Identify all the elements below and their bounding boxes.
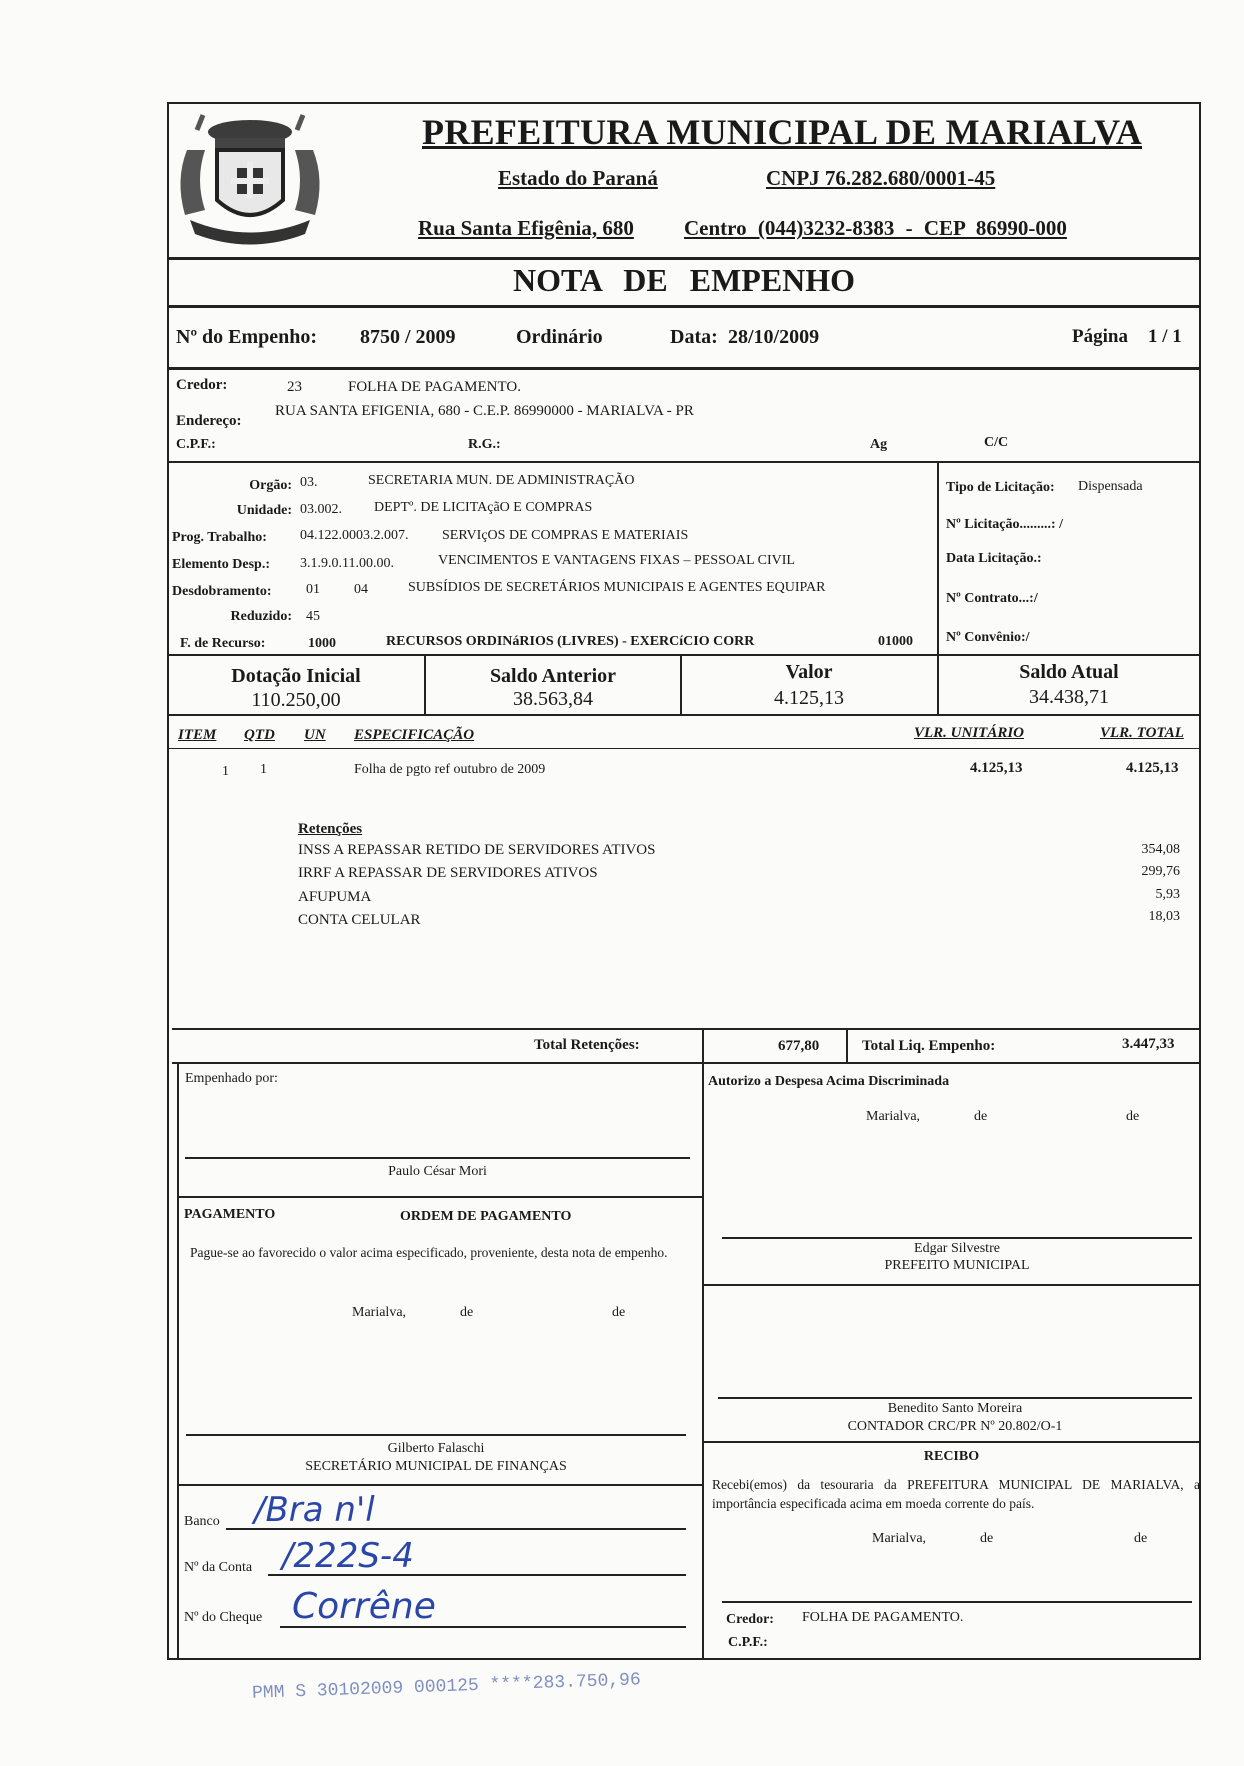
left-column-border [177, 1064, 179, 1660]
saldos-top-divider [167, 654, 1201, 656]
prefeito-name: Edgar Silvestre [914, 1241, 1000, 1256]
signature-center-vertical [702, 1064, 704, 1660]
page-label: Página [1072, 326, 1128, 347]
retencao-desc: CONTA CELULAR [298, 912, 421, 928]
credor-label: Credor: [176, 377, 228, 393]
saldo-atual-label: Saldo Atual [1019, 661, 1119, 683]
un-column-header: UN [304, 727, 326, 743]
cheque-label: Nº do Cheque [184, 1610, 263, 1625]
empenho-number-label: Nº do Empenho: [176, 326, 318, 348]
credor-address: RUA SANTA EFIGENIA, 680 - C.E.P. 86990000 - MARIALVA - PR [275, 403, 694, 419]
contador-name: Benedito Santo Moreira [887, 1401, 1023, 1416]
banco-label: Banco [184, 1514, 220, 1529]
total-liquido-value: 3.447,33 [1122, 1036, 1175, 1052]
machine-stamp: PMM S 30102009 000125 ****283.750,96 [251, 1670, 642, 1704]
empenhado-signature-line [185, 1157, 690, 1159]
rg-label: R.G.: [468, 437, 501, 452]
autorizo-city: Marialva, [866, 1109, 921, 1124]
recurso-name: RECURSOS ORDINáRIOS (LIVRES) - EXERCíCIO CORR [386, 634, 755, 649]
street-address: Rua Santa Efigênia, 680 [418, 216, 634, 240]
desdobramento-label: Desdobramento: [172, 584, 272, 599]
empenhado-por-label: Empenhado por: [185, 1071, 278, 1086]
empenho-number: 8750 / 2009 [360, 326, 456, 348]
pague-text: Pague-se ao favorecido o valor acima especificado, proveniente, desta nota de empenho. [190, 1245, 668, 1260]
empenhado-name: Paulo César Mori [388, 1164, 487, 1179]
ordem-pagamento-label: ORDEM DE PAGAMENTO [400, 1209, 572, 1224]
total-retencoes-label: Total Retenções: [534, 1037, 640, 1053]
retencao-value: 299,76 [1141, 864, 1180, 879]
desdobramento-code1: 01 [306, 582, 320, 597]
info-divider [167, 367, 1201, 370]
unidade-name: DEPTº. DE LICITAçãO E COMPRAS [374, 500, 593, 515]
especificacao-column-header: ESPECIFICAÇÃO [354, 727, 475, 743]
saldos-bottom-divider [167, 714, 1201, 716]
contador-divider [704, 1441, 1199, 1443]
desdobramento-name: SUBSÍDIOS DE SECRETÁRIOS MUNICIPAIS E AGENTES EQUIPAR [408, 580, 826, 595]
secretario-role: SECRETÁRIO MUNICIPAL DE FINANÇAS [305, 1459, 567, 1474]
retencao-value: 18,03 [1148, 909, 1180, 924]
totals-top-divider [172, 1028, 1200, 1030]
elemento-label: Elemento Desp.: [172, 557, 270, 572]
unidade-label: Unidade: [236, 503, 292, 518]
retencao-desc: IRRF A REPASSAR DE SERVIDORES ATIVOS [298, 865, 598, 881]
recurso-label: F. de Recurso: [180, 636, 266, 651]
recurso-code: 1000 [308, 636, 336, 651]
page-number: 1 / 1 [1148, 326, 1182, 347]
recibo-signature-line [722, 1601, 1192, 1603]
item-qty: 1 [260, 762, 267, 777]
cnpj-label: CNPJ 76.282.680/0001-45 [766, 166, 996, 190]
item-total-value: 4.125,13 [1126, 760, 1179, 776]
saldo-atual-value: 34.438,71 [1029, 686, 1109, 708]
totals-bottom-divider [172, 1062, 1200, 1064]
cheque-handwriting: Corrêne [292, 1586, 436, 1627]
empenho-type: Ordinário [516, 326, 603, 348]
recibo-title: RECIBO [923, 1449, 980, 1464]
empenhado-divider [177, 1196, 702, 1198]
secretario-signature-line [186, 1434, 686, 1436]
prog-name: SERVIçOS DE COMPRAS E MATERIAIS [442, 528, 689, 543]
right-column-border [1199, 1064, 1201, 1660]
recibo-credor-name: FOLHA DE PAGAMENTO. [802, 1610, 964, 1625]
banco-handwriting: /Bra n'l [254, 1490, 375, 1530]
recibo-de-2: de [1134, 1531, 1148, 1546]
recibo-text: Recebi(emos) da tesouraria da PREFEITURA MUNICIPAL DE MARIALVA, a importância especificada acima em moeda corrente do país. [712, 1477, 1200, 1511]
empenho-date: 28/10/2009 [728, 326, 820, 348]
unit-value-column-header: VLR. UNITÁRIO [914, 725, 1025, 741]
licitacao-number: Nº Licitação.........: / [946, 517, 1063, 532]
prog-label: Prog. Trabalho: [172, 530, 267, 545]
contact-info: Centro (044)3232-8383 - CEP 86990-000 [684, 216, 1067, 240]
desdobramento-code2: 04 [354, 582, 368, 597]
recurso-code2: 01000 [878, 634, 913, 649]
item-description: Folha de pgto ref outubro de 2009 [354, 762, 546, 777]
total-retencoes-value: 677,80 [778, 1038, 820, 1054]
retencoes-title: Retenções [298, 821, 363, 837]
item-number: 1 [222, 764, 229, 779]
convenio-number: Nº Convênio:/ [946, 630, 1030, 645]
valor-label: Valor [785, 661, 833, 683]
conta-handwriting: /222S-4 [282, 1536, 414, 1576]
item-unit-value: 4.125,13 [970, 760, 1023, 776]
tipo-licitacao-label: Tipo de Licitação: [946, 480, 1055, 495]
recibo-credor-label: Credor: [726, 1612, 774, 1627]
credor-code: 23 [287, 379, 302, 395]
recibo-de-1: de [980, 1531, 994, 1546]
unidade-code: 03.002. [300, 502, 342, 517]
prefeito-divider [704, 1284, 1199, 1286]
address-label: Endereço: [176, 413, 242, 429]
title-divider [167, 305, 1201, 308]
autorizo-de-2: de [1126, 1109, 1140, 1124]
elemento-name: VENCIMENTOS E VANTAGENS FIXAS – PESSOAL CIVIL [438, 553, 795, 568]
cc-label: C/C [984, 435, 1009, 450]
recibo-city: Marialva, [872, 1531, 927, 1546]
retencao-desc: AFUPUMA [298, 889, 372, 905]
totals-sep-1 [702, 1028, 704, 1064]
autorizo-label: Autorizo a Despesa Acima Discriminada [708, 1074, 950, 1089]
elemento-code: 3.1.9.0.11.00.00. [300, 556, 394, 571]
total-value-column-header: VLR. TOTAL [1100, 725, 1184, 741]
valor-value: 4.125,13 [774, 687, 844, 709]
credor-divider [167, 461, 1201, 463]
header-divider [167, 257, 1201, 260]
dotacao-label: Dotação Inicial [231, 665, 361, 687]
pagamento-de-1: de [460, 1305, 474, 1320]
licitacao-date: Data Licitação.: [946, 551, 1042, 566]
state-label: Estado do Paraná [498, 166, 658, 190]
orgao-code: 03. [300, 475, 318, 490]
document-title: NOTA DE EMPENHO [512, 262, 856, 298]
pagamento-label: PAGAMENTO [184, 1207, 276, 1222]
totals-sep-2 [846, 1030, 848, 1062]
coat-of-arms-logo [175, 110, 325, 250]
contador-role: CONTADOR CRC/PR Nº 20.802/O-1 [847, 1419, 1063, 1434]
prefeito-role: PREFEITO MUNICIPAL [884, 1258, 1030, 1273]
orgao-label: Orgão: [249, 478, 292, 493]
autorizo-de-1: de [974, 1109, 988, 1124]
ag-label: Ag [870, 437, 888, 452]
items-header-divider [167, 748, 1201, 749]
retencao-value: 5,93 [1155, 887, 1180, 902]
secretario-name: Gilberto Falaschi [387, 1441, 485, 1456]
dotacao-value: 110.250,00 [251, 689, 341, 711]
saldo-anterior-label: Saldo Anterior [489, 665, 617, 687]
prefeito-signature-line [722, 1237, 1192, 1239]
secretario-divider [177, 1484, 702, 1486]
saldo-anterior-value: 38.563,84 [513, 688, 593, 710]
recibo-cpf-label: C.P.F.: [728, 1635, 768, 1650]
pagamento-de-2: de [612, 1305, 626, 1320]
tipo-licitacao: Dispensada [1078, 479, 1143, 494]
orgao-name: SECRETARIA MUN. DE ADMINISTRAÇÃO [368, 473, 635, 488]
retencao-desc: INSS A REPASSAR RETIDO DE SERVIDORES ATIVOS [298, 842, 656, 858]
contrato-number: Nº Contrato...:/ [946, 591, 1038, 606]
orgao-vertical [937, 461, 939, 654]
total-liquido-label: Total Liq. Empenho: [862, 1038, 996, 1054]
conta-label: Nº da Conta [184, 1560, 253, 1575]
item-column-header: ITEM [178, 727, 217, 743]
date-label: Data: [670, 326, 718, 348]
credor-name: FOLHA DE PAGAMENTO. [348, 379, 521, 395]
contador-signature-line [718, 1397, 1192, 1399]
cpf-label: C.P.F.: [176, 437, 216, 452]
municipality-title: PREFEITURA MUNICIPAL DE MARIALVA [422, 112, 1143, 152]
pagamento-city: Marialva, [352, 1305, 407, 1320]
prog-code: 04.122.0003.2.007. [300, 528, 409, 543]
qtd-column-header: QTD [244, 727, 275, 743]
reduzido-code: 45 [306, 609, 320, 624]
retencao-value: 354,08 [1141, 842, 1180, 857]
reduzido-label: Reduzido: [230, 609, 292, 624]
